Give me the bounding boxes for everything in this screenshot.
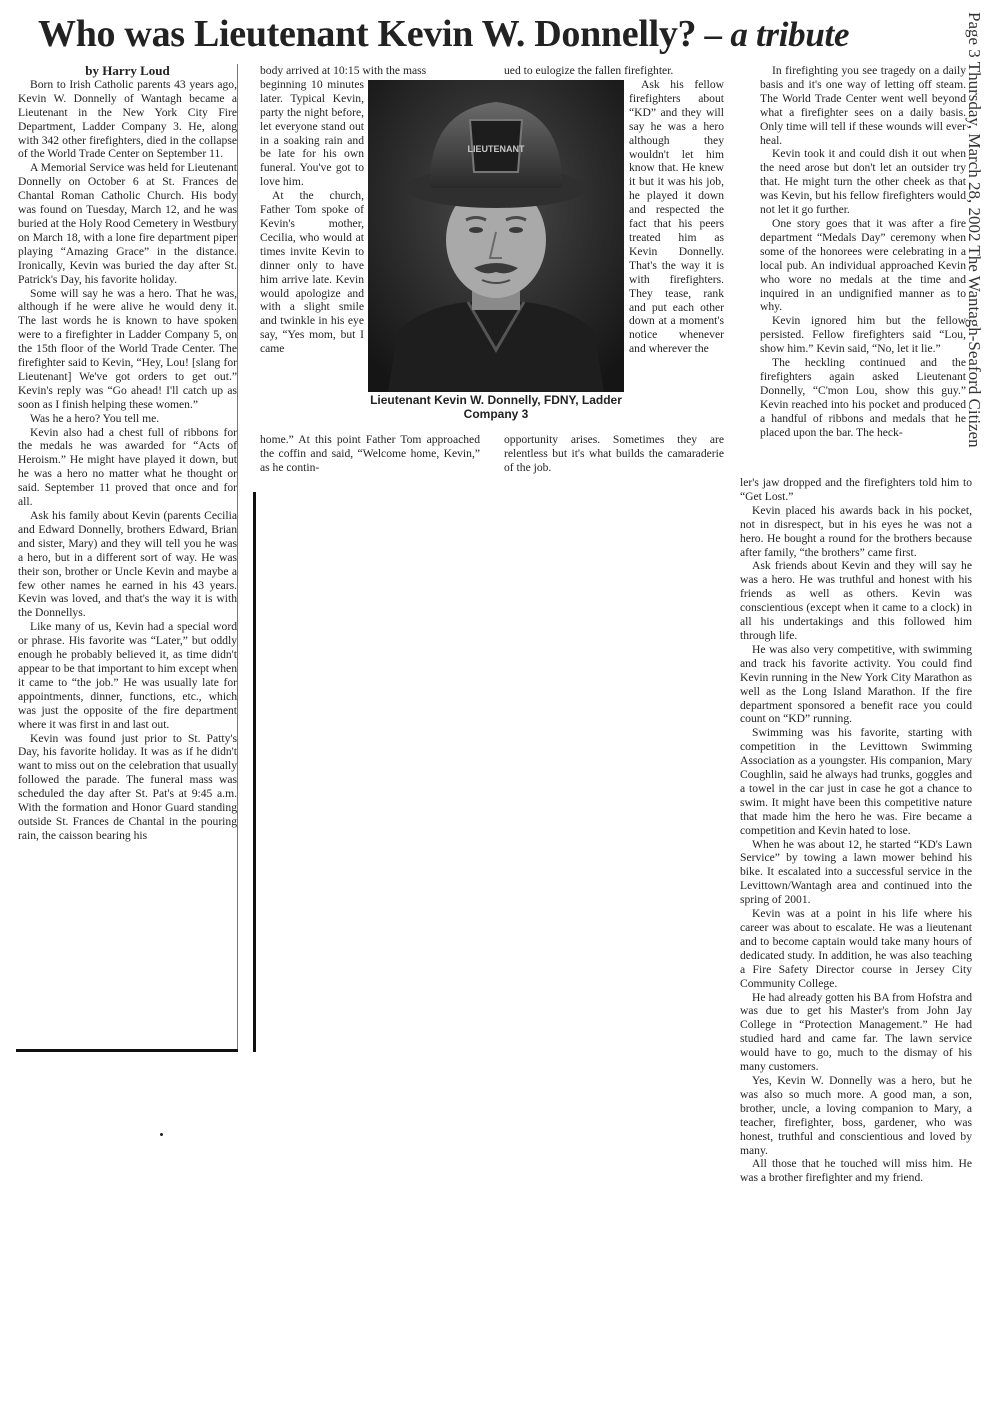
paragraph: At the church, Father Tom spoke of Kevin's mother, Cecilia, who would at times invite Kevin to dinner only to have him arrive late. Kevin would apologize and with a slight smile and twinkle in his eye say, “Yes mom, but I came xyxy=(260,189,364,356)
paragraph: He was also very competitive, with swimming and track his favorite activity. You could find Kevin running in the New York City Marathon as well as the Long Island Marathon. If the fire department sponsored a benefit race you could count on “KD” running. xyxy=(740,642,972,726)
column-4 xyxy=(760,64,966,439)
paragraph: He had already gotten his BA from Hofstra and was due to get his Master's from John Jay College in “Protection Management.” He had studied hard and came far. The lawn service would have to go, much to the dismay of his many customers. xyxy=(740,990,972,1074)
paragraph: beginning 10 minutes later. Typical Kevin, party the night before, let everyone stand out in a soaking rain and be late for his own funeral. You've got to love him. xyxy=(260,77,364,189)
column-2-bottom xyxy=(260,433,480,475)
paragraph: Kevin was at a point in his life where his career was about to escalate. He was a lieutenant and to become captain would take many hours of dedicated study. In addition, he was also teaching a Fire Safety Director course in Jersey City Community College. xyxy=(740,907,972,990)
paragraph: Yes, Kevin W. Donnelly was a hero, but he was also so much more. A good man, a son, brother, uncle, a loving companion to Mary, a teacher, firefighter, boss, gardener, who was honest, truthful and conscientious and loved by many. xyxy=(740,1073,972,1157)
paragraph: Kevin placed his awards back in his pocket, not in disrespect, but in his eyes he was not a hero. He bought a round for the brothers because after family, “the brothers” came first. xyxy=(740,503,972,559)
paragraph: Kevin took it and could dish it out when the need arose but don't let an outsider try that. He might turn the other cheek as that was Kevin, but his fellow firefighters would not let it go further. xyxy=(760,147,966,217)
column-3 xyxy=(504,64,724,78)
headline xyxy=(38,8,953,60)
column-1 xyxy=(18,64,237,843)
page-folio: Page 3 Thursday, March 28, 2002 The Wantagh-Seaford Citizen xyxy=(965,12,984,448)
paragraph: Kevin also had a chest full of ribbons for the medals he was awarded for “Acts of Heroism.” He might have played it down, but he was a hero no matter what he thought or said. September 11 proved that once and for all. xyxy=(18,425,237,509)
byline: by Harry Loud xyxy=(85,63,170,78)
column-rule xyxy=(253,492,256,1052)
paragraph: Like many of us, Kevin had a special word or phrase. His favorite was “Later,” but oddly enough he probably believed it, as time didn't appear to be that important to him except when it came to “the job.” He was usually late for appointments, dinner, functions, etc., which was just the opposite of the fire department where it was first in and last out. xyxy=(18,620,237,731)
firefighter-portrait-image xyxy=(368,80,624,392)
column-4-continued xyxy=(740,476,972,1185)
speck xyxy=(160,1133,163,1136)
paragraph: A Memorial Service was held for Lieutenant Donnelly on October 6 at St. Frances de Chantal Roman Catholic Church. His body was found on Tuesday, March 12, and he was buried at the Holy Rood Cemetery in Westbury on March 18, with a lone fire department piper playing “Amazing Grace” in the distance. Ironically, Kevin was buried the day after St. Patrick's Day, his favorite holiday. xyxy=(18,161,237,286)
photo-caption: Lieutenant Kevin W. Donnelly, FDNY, Ladder Company 3 xyxy=(370,393,622,421)
paragraph: ued to eulogize the fallen firefighter. xyxy=(504,64,674,77)
paragraph: ler's jaw dropped and the firefighters told him to “Get Lost.” xyxy=(740,476,972,503)
portrait-photo xyxy=(368,80,624,392)
column-divider xyxy=(237,64,238,1049)
paragraph: Ask his family about Kevin (parents Cecilia and Edward Donnelly, brothers Edward, Brian and sister, Mary) and they will tell you he was a hero, but in a different sort of way. He was their son, brother or Uncle Kevin and maybe a few other names he earned in his 43 years. Kevin was loved, and that's the way it is with the Donnellys. xyxy=(18,509,237,620)
paragraph: When he was about 12, he started “KD's Lawn Service” by towing a lawn mower behind his bike. It escalated into a successful service in the Levittown/Wantagh area and continued into the spring of 2001. xyxy=(740,837,972,907)
column-3-bottom xyxy=(504,433,724,475)
column-2-narrow xyxy=(260,78,364,356)
paragraph: body arrived at 10:15 with the mass xyxy=(260,64,427,77)
paragraph: One story goes that it was after a fire department “Medals Day” ceremony when some of the honorees were celebrating in a local pub. An individual approached Kevin who wore no medals at the time and inquired in an undignified manner as to why. xyxy=(760,216,966,314)
paragraph: Ask his fellow firefighters about “KD” and they will say he was a hero although they wouldn't let him know that. He knew it but it was his job, he played it down and respected the fact that his peers treated him as Kevin Donnelly. That's the way it is with firefighters. They tease, rank and put each other down at a moment's notice whenever and wherever the xyxy=(629,78,724,356)
column-3-narrow xyxy=(629,78,724,356)
paragraph: Ask friends about Kevin and they will say he was a hero. He was truthful and honest with his friends as well as others. Kevin was conscientious (except when it came to a clock) in all his undertakings and this followed him through life. xyxy=(740,559,972,642)
column-rule-bottom xyxy=(16,1049,238,1052)
helmet-shield-text: LIEUTENANT xyxy=(467,144,525,154)
paragraph: In firefighting you see tragedy on a daily basis and it's one way of letting off steam. The World Trade Center went well beyond what a firefighter sees on a daily basis. Only time will tell if these wounds will ever heal. xyxy=(760,64,966,147)
headline-main: Who was Lieutenant Kevin W. Donnelly? xyxy=(38,13,697,55)
paragraph: The heckling continued and the firefighters again asked Lieutenant Donnelly, “C'mon Lou, show this guy.” Kevin reached into his pocket and produced a handful of ribbons and medals that he placed upon the bar. The heck- xyxy=(760,356,966,439)
paragraph: opportunity arises. Sometimes they are relentless but it's what builds the camaraderie of the job. xyxy=(504,433,724,474)
paragraph: home.” At this point Father Tom approached the coffin and said, “Welcome home, Kevin,” as he contin- xyxy=(260,433,480,474)
paragraph: Was he a hero? You tell me. xyxy=(30,411,160,425)
paragraph: Some will say he was a hero. That he was, although if he were alive he would deny it. The last words he is known to have spoken were to a firefighter in Ladder Company 5, on the 15th floor of the World Trade Center. The firefighter said to Kevin, “Hey, Lou! [slang for Lieutenant] We've got orders to get out.” Kevin's reply was “Go ahead! I'll catch up as soon as I finish helping these women.” xyxy=(18,286,237,411)
paragraph: Kevin was found just prior to St. Patty's Day, his favorite holiday. It was as if he didn't want to miss out on the celebration that usually followed the parade. The funeral mass was scheduled the day after St. Pat's at 9:45 a.m. With the formation and Honor Guard standing outside St. Frances de Chantal in the pouring rain, the caisson bearing his xyxy=(18,731,237,842)
paragraph: Born to Irish Catholic parents 43 years ago, Kevin W. Donnelly of Wantagh became a Lieutenant in the New York City Fire Department, Ladder Company 3. He, along with 342 other firefighters, died in the collapse of the World Trade Center on September 11. xyxy=(18,77,237,161)
headline-tag: – a tribute xyxy=(696,15,850,54)
paragraph: Swimming was his favorite, starting with competition in the Levittown Swimming Association as a youngster. His companion, Mary Coughlin, said he always had trunks, goggles and a towel in the car just in case he got a chance to swim. It might have been this competitive nature that made him the hero he was. Fire became a competition and Kevin hated to lose. xyxy=(740,726,972,837)
paragraph: All those that he touched will miss him. He was a brother firefighter and my friend. xyxy=(740,1157,972,1185)
paragraph: Kevin ignored him but the fellow persisted. Fellow firefighters said “Lou, show him.” Kevin said, “No, let it lie.” xyxy=(760,314,966,356)
